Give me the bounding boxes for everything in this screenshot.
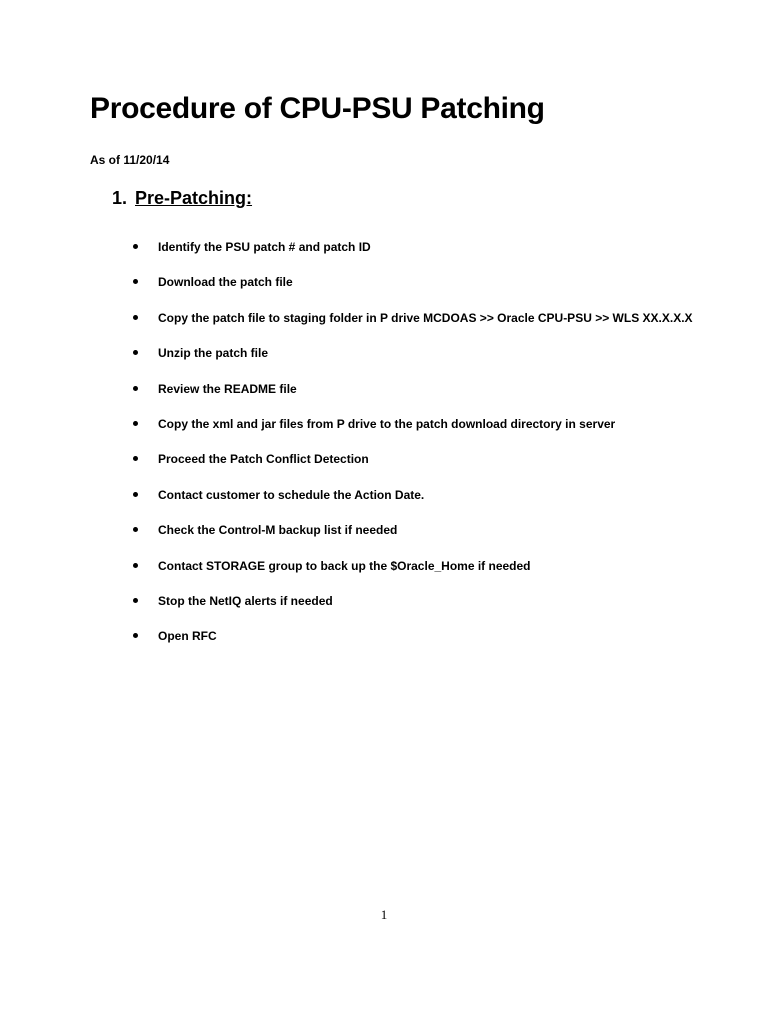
list-item	[0, 381, 700, 416]
bullet-icon	[133, 386, 138, 391]
list-item-text: Open RFC	[158, 629, 217, 644]
section-number: 1.	[112, 188, 128, 208]
document-title: Procedure of CPU-PSU Patching	[90, 92, 545, 125]
bullet-icon	[133, 244, 138, 249]
list-item-text: Proceed the Patch Conflict Detection	[158, 452, 369, 467]
bullet-icon	[133, 350, 138, 355]
bullet-icon	[133, 633, 138, 638]
bullet-icon	[133, 315, 138, 320]
list-item	[0, 310, 700, 345]
list-item-text: Stop the NetIQ alerts if needed	[158, 593, 333, 608]
list-item	[0, 487, 700, 522]
bullet-icon	[133, 421, 138, 426]
list-item	[0, 628, 700, 663]
document-date: As of 11/20/14	[90, 153, 170, 167]
list-item	[0, 593, 700, 628]
bullet-icon	[133, 563, 138, 568]
list-item-text: Contact STORAGE group to back up the $Oracle_Home if needed	[158, 558, 531, 573]
list-item	[0, 416, 700, 451]
page-number: 1	[380, 907, 388, 922]
pre-patching-list	[0, 239, 700, 664]
list-item-text: Copy the xml and jar files from P drive to the patch download directory in server	[158, 416, 616, 431]
section-heading	[112, 188, 252, 209]
list-item	[0, 451, 700, 486]
list-item-text: Identify the PSU patch # and patch ID	[158, 240, 371, 254]
list-item-text: Copy the patch file to staging folder in P drive MCDOAS >> Oracle CPU-PSU >> WLS XX.X.X.X	[158, 310, 693, 325]
section-title: Pre-Patching:	[135, 188, 253, 208]
list-item-text: Review the README file	[158, 381, 297, 396]
list-item-text: Contact customer to schedule the Action Date.	[158, 487, 425, 502]
list-item	[0, 558, 700, 593]
bullet-icon	[133, 492, 138, 497]
list-item-text: Download the patch file	[158, 275, 293, 290]
list-item	[0, 522, 700, 557]
list-item-text: Unzip the patch file	[158, 346, 269, 361]
list-item-text: Check the Control-M backup list if needed	[158, 523, 398, 538]
bullet-icon	[133, 456, 138, 461]
list-item	[0, 345, 700, 380]
bullet-icon	[133, 279, 138, 284]
bullet-icon	[133, 527, 138, 532]
bullet-icon	[133, 598, 138, 603]
list-item	[0, 239, 700, 274]
list-item	[0, 274, 700, 309]
